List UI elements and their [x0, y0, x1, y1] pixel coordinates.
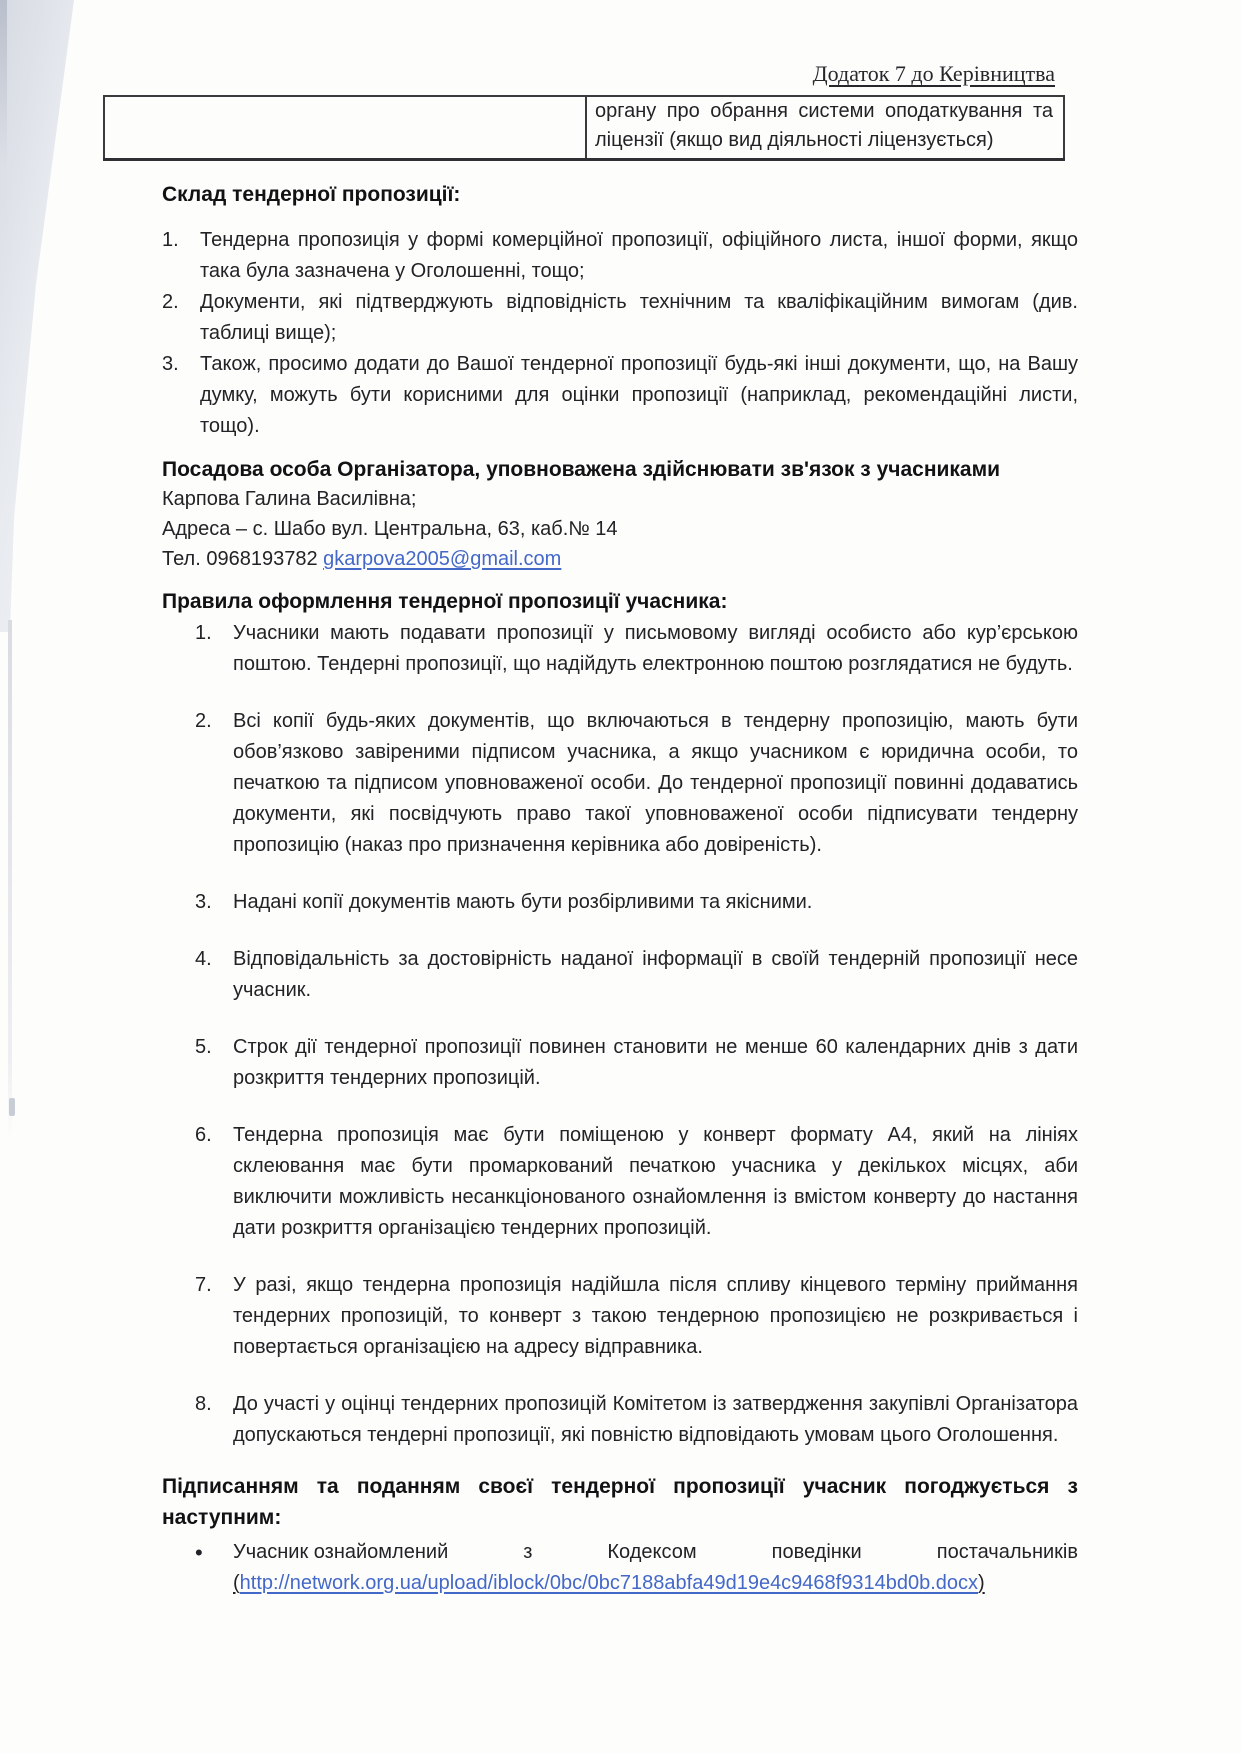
list-item: [162, 349, 1078, 442]
list-item-number: 5.: [195, 1036, 212, 1058]
section-title-rules: Правила оформлення тендерної пропозиції учасника:: [162, 590, 728, 613]
bullet-icon: [195, 1537, 233, 1599]
list-item-text: У разі, якщо тендерна пропозиція надійшла після спливу кінцевого терміну приймання тендерних пропозицій, то конверт з такою тендерною пропозицією не розкривається і повертається організацією на адресу відправника.: [233, 1274, 1078, 1358]
list-item-text: Документи, які підтверджують відповідність технічним та кваліфікаційним вимогам (див. таблиці вище);: [200, 291, 1078, 344]
bullet-word: постачальників: [936, 1541, 1078, 1563]
list-item-number: 3.: [162, 353, 179, 375]
table-cell-empty: [104, 96, 586, 160]
agreement-bullet-content: [233, 1537, 1078, 1599]
list-item: [195, 1270, 1078, 1363]
close-paren: ): [978, 1572, 985, 1594]
list-item-number: 8.: [195, 1393, 212, 1415]
list-item-text: Відповідальність за достовірність наданої інформації в своїй тендерній пропозиції несе учасник.: [233, 948, 1078, 1001]
scan-corner-shadow: [0, 0, 7, 240]
list-item-text: До участі у оцінці тендерних пропозицій Комітетом із затвердження закупівлі Організатора допускаються тендерні пропозиції, які повністю відповідають умовам цього Оголошення.: [233, 1393, 1078, 1446]
agreement-bullet-text: [233, 1537, 1078, 1568]
list-item-text: Тендерна пропозиція у формі комерційної пропозиції, офіційного листа, іншої форми, якщо така була зазначена у Оголошенні, тощо;: [200, 229, 1078, 282]
bullet-word: поведінки: [771, 1541, 862, 1563]
list-item: [195, 1032, 1078, 1094]
rules-list: [195, 618, 1078, 1451]
table-cell-requirement: органу про обрання системи оподаткування та ліцензії (якщо вид діяльності ліцензується): [586, 96, 1064, 160]
section-title-contact-person: Посадова особа Організатора, уповноважена здійснювати зв'язок з учасниками: [162, 458, 1001, 481]
contact-name: Карпова Галина Василівна;: [162, 488, 417, 510]
contact-address: Адреса – с. Шабо вул. Центральна, 63, каб.№ 14: [162, 518, 618, 540]
requirements-table: [103, 95, 1065, 161]
scan-edge-mark: [9, 1098, 15, 1116]
list-item-number: 2.: [162, 291, 179, 313]
bullet-word: Кодексом: [607, 1541, 697, 1563]
list-item-text: Строк дії тендерної пропозиції повинен становити не менше 60 календарних днів з дати розкриття тендерних пропозицій.: [233, 1036, 1078, 1089]
list-item-text: Тендерна пропозиція має бути поміщеною у конверт формату А4, який на лініях склеювання має бути промаркований печаткою учасника у декількох місцях, аби виключити можливість несанкціонованого ознайомлення із вмістом конверту до настання дати розкриття організацією тендерних пропозицій.: [233, 1124, 1078, 1239]
list-item-text: Всі копії будь-яких документів, що включаються в тендерну пропозицію, мають бути обов’язково завіреними підписом учасника, а якщо учасником є юридична особи, то печаткою та підписом уповноваженої особи. До тендерної пропозиції повинні додаватись документи, які посвідчують право такої уповноваженої особи підписувати тендерну пропозицію (наказ про призначення керівника або довіреність).: [233, 710, 1078, 856]
supplier-code-link[interactable]: http://network.org.ua/upload/iblock/0bc/0bc7188abfa49d19e4c9468f9314bd0b.docx: [239, 1572, 979, 1594]
list-item: [195, 944, 1078, 1006]
list-item: [195, 706, 1078, 861]
list-item: [195, 1389, 1078, 1451]
list-item: [195, 618, 1078, 680]
bullet-word: з: [523, 1541, 533, 1563]
agreement-list: [195, 1537, 1078, 1599]
list-item: [195, 1120, 1078, 1244]
list-item-text: Також, просимо додати до Вашої тендерної пропозиції будь-які інші документи, що, на Вашу думку, можуть бути корисними для оцінки пропозиції (наприклад, рекомендаційні листи, тощо).: [200, 353, 1078, 437]
table-row: [104, 96, 1064, 160]
agreement-link-line: [233, 1572, 985, 1594]
section-title-composition: Склад тендерної пропозиції:: [162, 183, 461, 206]
list-item-number: 1.: [195, 622, 212, 644]
scan-edge-line: [8, 620, 12, 1140]
contact-phone: Тел. 0968193782: [162, 548, 324, 570]
list-item-number: 1.: [162, 229, 179, 251]
appendix-header: [0, 60, 1055, 88]
contact-phone-line: [162, 544, 1078, 574]
open-paren: (: [233, 1572, 240, 1594]
list-item-number: 7.: [195, 1274, 212, 1296]
list-item-text: Надані копії документів мають бути розбірливими та якісними.: [233, 891, 813, 913]
list-item-text: Учасники мають подавати пропозиції у письмовому вигляді особисто або кур’єрською поштою. Тендерні пропозиції, що надійдуть електронною поштою розглядатися не будуть.: [233, 622, 1078, 675]
list-item-number: 4.: [195, 948, 212, 970]
appendix-label: Додаток 7 до Керівництва: [812, 61, 1055, 86]
section-title-agreement: Підписанням та поданням своєї тендерної пропозиції учасник погоджується з наступним:: [162, 1475, 1078, 1529]
composition-list: [162, 225, 1078, 442]
list-item-number: 6.: [195, 1124, 212, 1146]
list-item: [195, 1537, 1078, 1599]
scan-edge-wedge: [0, 0, 104, 632]
list-item: [162, 225, 1078, 287]
list-item-number: 3.: [195, 891, 212, 913]
list-item-number: 2.: [195, 710, 212, 732]
contact-section: [162, 456, 1078, 574]
contact-email-link[interactable]: gkarpova2005@gmail.com: [323, 548, 562, 570]
list-item: [195, 887, 1078, 918]
bullet-word: Учасник ознайомлений: [233, 1541, 449, 1563]
list-item: [162, 287, 1078, 349]
